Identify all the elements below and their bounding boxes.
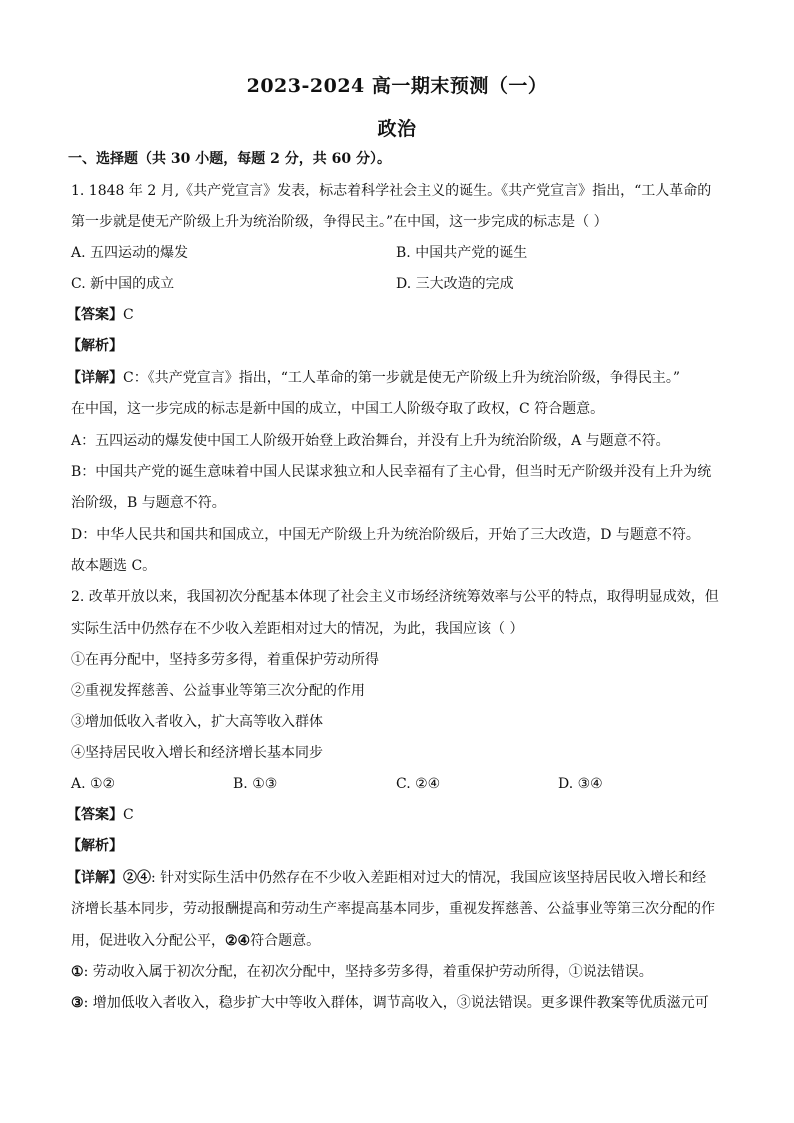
q2-detail-label: 【详解】 [67,870,123,886]
q2-detail-line2: 济增长基本同步，劳动报酬提高和劳动生产率提高基本同步，重视发挥慈善、公益事业等第三次分配的作 [71,901,715,917]
q1-detail-line7: 故本题选 C。 [71,558,157,574]
section-heading: 一、选择题（共 30 小题，每题 2 分，共 60 分）。 [68,151,391,167]
q1-option-c: C. 新中国的成立 [71,276,175,292]
q2-detail-line4 [71,963,731,981]
q2-detail-text1: : 针对实际生活中仍然存在不少收入差距相对过大的情况，我国应该坚持居民收入增长和经 [151,870,707,886]
q1-detail-line3: A：五四运动的爆发使中国工人阶级开始登上政治舞台，并没有上升为统治阶级，A 与题意不符。 [71,433,670,449]
q2-stem-line1: 2. 改革开放以来，我国初次分配基本体现了社会主义市场经济统筹效率与公平的特点，取得明显成效，但 [71,589,719,605]
q2-option-a: A. ①② [71,776,116,792]
q2-detail-text4a: ① [71,964,84,980]
subject-title: 政治 [377,118,417,140]
q1-answer [67,306,727,324]
q1-analysis-label: 【解析】 [67,338,123,354]
q1-detail-line2: 在中国，这一步完成的标志是新中国的成立，中国工人阶级夺取了政权，C 符合题意。 [71,401,605,417]
q2-option-c: C. ②④ [396,776,441,792]
q2-option-b: B. ①③ [233,776,278,792]
q1-option-a: A. 五四运动的爆发 [71,245,189,261]
q2-stem-line2: 实际生活中仍然存在不少收入差距相对过大的情况，为此，我国应该（ ） [71,621,524,637]
q1-option-d: D. 三大改造的完成 [396,276,514,292]
q2-detail-text3c: 符合题意。 [250,933,321,949]
q1-detail-line5: 治阶级，B 与题意不符。 [71,495,226,511]
q2-item-1: ①在再分配中，坚持多劳多得，着重保护劳动所得 [71,652,379,668]
q2-detail-text5a: ③ [71,995,84,1011]
q2-detail-text5b: : 增加低收入者收入，稳步扩大中等收入群体，调节高收入，③说法错误。更多课件教案等优质滋元可 [83,995,709,1011]
q2-detail-text3b: ②④ [225,933,251,949]
q1-stem-line2: 第一步就是使无产阶级上升为统治阶级，争得民主。”在中国，这一步完成的标志是（ ） [71,214,608,230]
q2-detail-text4b: : 劳动收入属于初次分配，在初次分配中，坚持多劳多得，着重保护劳动所得，①说法错误。 [83,964,653,980]
q2-answer-value: C [123,807,134,823]
q2-analysis-label: 【解析】 [67,838,123,854]
q2-item-4: ④坚持居民收入增长和经济增长基本同步 [71,745,323,761]
q2-item-3: ③增加低收入者收入，扩大高等收入群体 [71,714,323,730]
q1-detail-line4: B：中国共产党的诞生意味着中国人民谋求独立和人民幸福有了主心骨，但当时无产阶级并没有上升为统 [71,464,712,480]
q2-detail-line1 [67,869,727,887]
q1-stem-line1: 1. 1848 年 2 月,《共产党宣言》发表，标志着科学社会主义的诞生。《共产党宣言》指出，“工人革命的 [71,183,712,199]
q1-detail-line1 [67,369,727,387]
q1-detail-text1: C：《共产党宣言》指出，“工人革命的第一步就是使无产阶级上升为统治阶级，争得民主。” [123,370,681,386]
q2-detail-head: ②④ [123,870,151,886]
q2-detail-text3a: 用，促进收入分配公平， [71,933,225,949]
q1-answer-value: C [123,307,134,323]
q2-answer-label: 【答案】 [67,807,123,823]
q2-answer [67,806,727,824]
q1-option-b: B. 中国共产党的诞生 [396,245,528,261]
q1-detail-line6: D：中华人民共和国共和国成立，中国无产阶级上升为统治阶级后，开始了三大改造，D 与题意不符。 [71,527,700,543]
q2-detail-line5 [71,994,731,1012]
q1-detail-label: 【详解】 [67,370,123,386]
q2-item-2: ②重视发挥慈善、公益事业等第三次分配的作用 [71,683,365,699]
q1-answer-label: 【答案】 [67,307,123,323]
q2-option-d: D. ③④ [558,776,603,792]
q2-detail-line3 [71,932,731,950]
exam-title: 2023-2024 高一期末预测（一） [246,75,548,97]
